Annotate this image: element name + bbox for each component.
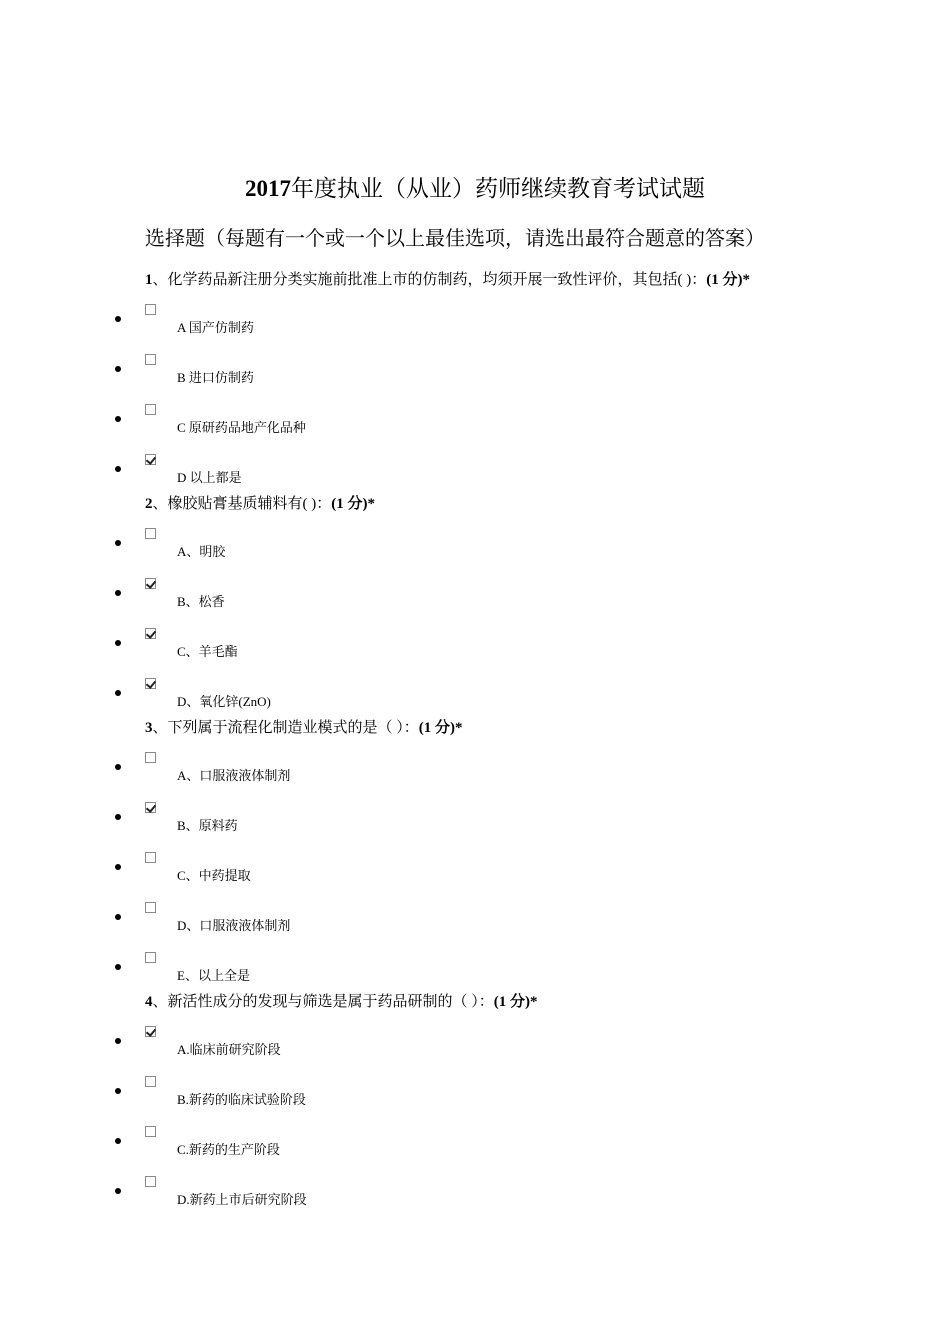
option-checkbox[interactable] (145, 578, 156, 589)
option-label: D、氧化锌(ZnO) (177, 694, 271, 709)
option-label: B 进口仿制药 (177, 370, 254, 385)
option-label: D.新药上市后研究阶段 (177, 1192, 307, 1207)
title-year: 2017 (245, 176, 291, 201)
bullet-icon (115, 640, 121, 646)
option-row (0, 852, 950, 892)
option-label: C.新药的生产阶段 (177, 1142, 280, 1157)
question-points: (1 分)* (706, 272, 750, 288)
question-text: 、橡胶贴膏基质辅料有( )： (152, 496, 332, 512)
bullet-icon (115, 690, 121, 696)
bullet-icon (115, 590, 121, 596)
option-label: C 原研药品地产化品种 (177, 420, 306, 435)
bullet-icon (115, 914, 121, 920)
question-number: 4 (145, 994, 153, 1010)
question-points: (1 分)* (331, 496, 375, 512)
option-label: A、明胶 (177, 544, 226, 559)
question-number: 1 (145, 272, 153, 288)
option-row (0, 454, 950, 494)
option-row (0, 1076, 950, 1116)
option-checkbox[interactable] (145, 952, 156, 963)
bullet-icon (115, 316, 121, 322)
option-row (0, 354, 950, 394)
option-checkbox[interactable] (145, 528, 156, 539)
option-row (0, 952, 950, 992)
question-3 (145, 716, 463, 737)
option-checkbox[interactable] (145, 304, 156, 315)
option-row (0, 902, 950, 942)
option-checkbox[interactable] (145, 1026, 156, 1037)
bullet-icon (115, 466, 121, 472)
bullet-icon (115, 764, 121, 770)
option-label: D 以上都是 (177, 470, 242, 485)
bullet-icon (115, 540, 121, 546)
option-checkbox[interactable] (145, 404, 156, 415)
option-row (0, 1126, 950, 1166)
option-label: C、中药提取 (177, 868, 251, 883)
bullet-icon (115, 964, 121, 970)
option-checkbox[interactable] (145, 454, 156, 465)
question-number: 2 (145, 496, 153, 512)
option-row (0, 578, 950, 618)
option-checkbox[interactable] (145, 802, 156, 813)
option-label: A、口服液液体制剂 (177, 768, 291, 783)
option-row (0, 304, 950, 344)
option-label: B、原料药 (177, 818, 238, 833)
option-row (0, 528, 950, 568)
option-label: D、口服液液体制剂 (177, 918, 291, 933)
option-label: A 国产仿制药 (177, 320, 254, 335)
question-4 (145, 990, 538, 1011)
question-number: 3 (145, 720, 153, 736)
option-checkbox[interactable] (145, 1076, 156, 1087)
option-row (0, 1026, 950, 1066)
bullet-icon (115, 1088, 121, 1094)
option-row (0, 1176, 950, 1216)
option-row (0, 628, 950, 668)
section-heading: 选择题（每题有一个或一个以上最佳选项，请选出最符合题意的答案） (145, 228, 765, 250)
option-checkbox[interactable] (145, 902, 156, 913)
bullet-icon (115, 814, 121, 820)
question-points: (1 分)* (493, 994, 538, 1010)
option-checkbox[interactable] (145, 628, 156, 639)
question-text: 、新活性成分的发现与筛选是属于药品研制的（ ）： (152, 994, 494, 1010)
option-checkbox[interactable] (145, 354, 156, 365)
bullet-icon (115, 416, 121, 422)
option-label: B、松香 (177, 594, 225, 609)
title-text: 年度执业（从业）药师继续教育考试试题 (291, 176, 705, 201)
bullet-icon (115, 1038, 121, 1044)
bullet-icon (115, 864, 121, 870)
document-title (0, 170, 950, 203)
option-row (0, 752, 950, 792)
option-row (0, 404, 950, 444)
option-checkbox[interactable] (145, 1176, 156, 1187)
option-checkbox[interactable] (145, 678, 156, 689)
bullet-icon (115, 1138, 121, 1144)
option-checkbox[interactable] (145, 752, 156, 763)
option-checkbox[interactable] (145, 852, 156, 863)
option-label: E、以上全是 (177, 968, 250, 983)
question-1 (145, 268, 750, 289)
question-points: (1 分)* (418, 720, 463, 736)
option-label: B.新药的临床试验阶段 (177, 1092, 306, 1107)
option-label: C、羊毛酯 (177, 644, 238, 659)
option-row (0, 678, 950, 718)
bullet-icon (115, 1188, 121, 1194)
bullet-icon (115, 366, 121, 372)
question-text: 、化学药品新注册分类实施前批准上市的仿制药，均须开展一致性评价，其包括( )： (152, 272, 707, 288)
question-2 (145, 492, 375, 513)
option-checkbox[interactable] (145, 1126, 156, 1137)
question-text: 、下列属于流程化制造业模式的是（ ）： (152, 720, 419, 736)
option-label: A.临床前研究阶段 (177, 1042, 281, 1057)
option-row (0, 802, 950, 842)
